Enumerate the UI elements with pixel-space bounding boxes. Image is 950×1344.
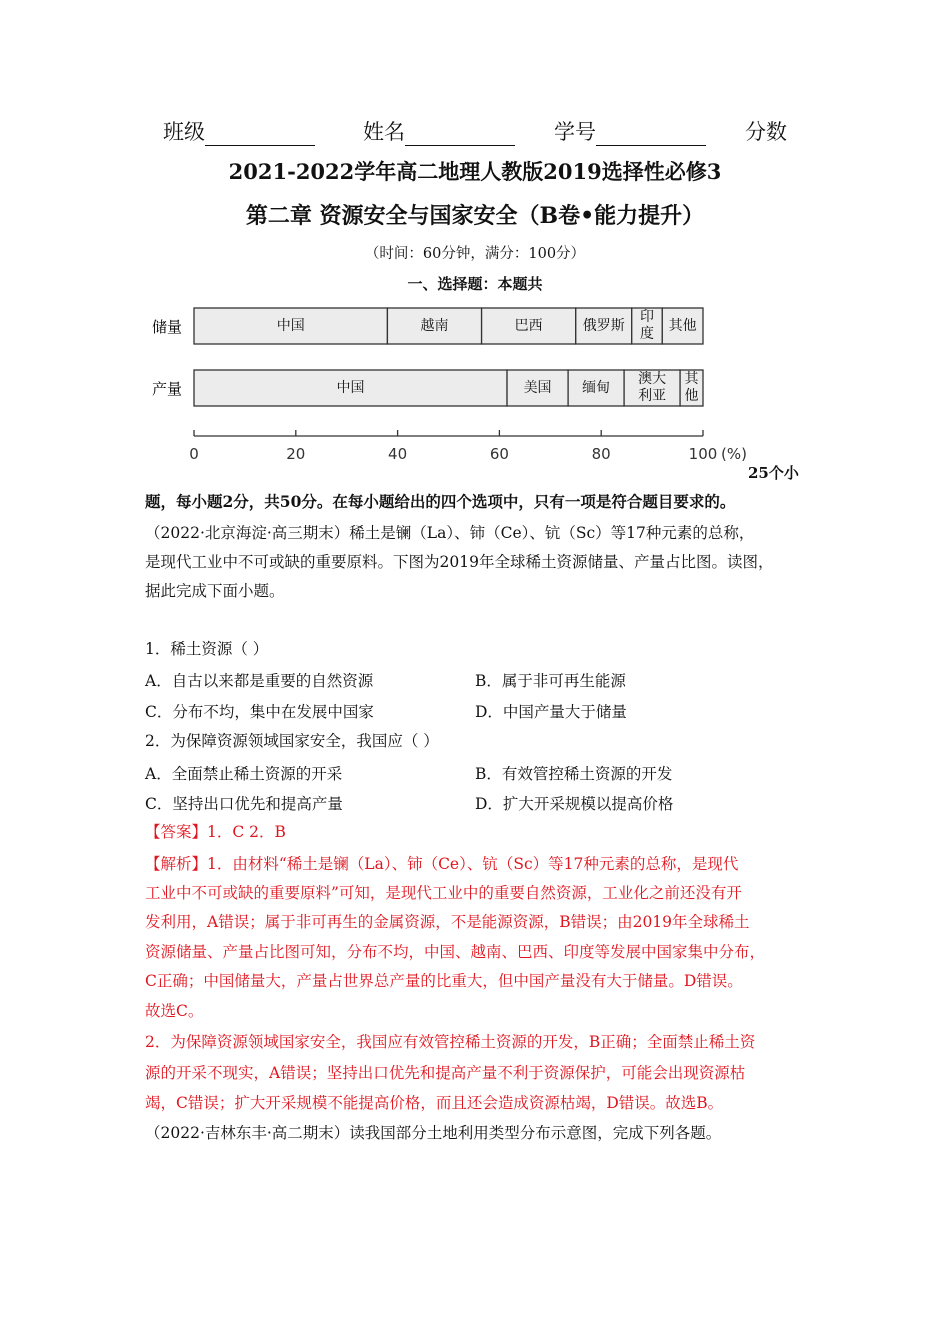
q2-option-b: B．有效管控稀土资源的开发	[475, 765, 673, 783]
rare-earth-chart	[140, 295, 780, 470]
q1-stem: 1．稀土资源（ ）	[145, 640, 269, 658]
analysis-line: 竭，C错误；扩大开采规模不能提高价格，而且还会造成资源枯竭，D错误。故选B。	[145, 1094, 724, 1112]
x-tick-label: 40	[388, 445, 408, 463]
class-field	[163, 116, 315, 146]
q1-option-b: B．属于非可再生能源	[475, 672, 626, 690]
segment-label: 其他	[684, 371, 699, 404]
name-label: 姓名	[363, 120, 405, 144]
section-line-2: 题，每小题2分，共50分。在每小题给出的四个选项中，只有一项是符合题目要求的。	[145, 492, 736, 511]
bar-segment	[576, 308, 632, 344]
q1-option-a: A．自古以来都是重要的自然资源	[145, 672, 374, 690]
name-field	[363, 116, 515, 146]
answer: 【答案】1．C 2．B	[145, 823, 286, 841]
score-label: 分数	[745, 120, 787, 144]
segment-label: 其他	[668, 317, 697, 334]
section-heading-tail: 25个小	[748, 464, 799, 482]
bar-segment	[194, 308, 387, 344]
x-axis-unit: (%)	[721, 445, 747, 463]
analysis-line: 【解析】1．由材料“稀土是镧（La）、铈（Ce）、钪（Sc）等17种元素的总称，是现代	[145, 855, 739, 873]
q2-stem: 2．为保障资源领域国家安全，我国应（ ）	[145, 732, 439, 750]
id-label: 学号	[554, 120, 596, 144]
class-label: 班级	[163, 120, 205, 144]
bar-segment	[507, 370, 568, 406]
q2-option-d: D．扩大开采规模以提高价格	[475, 795, 674, 813]
id-blank	[596, 125, 706, 146]
segment-label: 澳大利亚	[638, 371, 667, 404]
segment-label: 美国	[523, 379, 552, 396]
segment-label: 中国	[276, 317, 305, 334]
segment-label: 中国	[336, 379, 365, 396]
analysis-line: C正确；中国储量大，产量占世界总产量的比重大，但中国产量没有大于储量。D错误。	[145, 972, 743, 990]
intro-line: （2022·北京海淀·高三期末）稀土是镧（La）、铈（Ce）、钪（Sc）等17种元素的总称，	[145, 524, 755, 542]
analysis-line: 发利用，A错误；属于非可再生的金属资源，不是能源资源，B错误；由2019年全球稀土	[145, 913, 750, 931]
intro-line: 据此完成下面小题。	[145, 582, 285, 600]
x-tick-label: 0	[189, 445, 199, 463]
bar-segment	[194, 370, 507, 406]
x-tick-label: 60	[489, 445, 509, 463]
q2-option-c: C．坚持出口优先和提高产量	[145, 795, 343, 813]
class-blank	[205, 125, 315, 146]
next-intro: （2022·吉林东丰·高二期末）读我国部分土地利用类型分布示意图，完成下列各题。	[145, 1124, 722, 1142]
time-info: （时间：60分钟，满分：100分）	[364, 246, 586, 262]
x-tick-label: 20	[286, 445, 306, 463]
segment-label: 巴西	[514, 317, 543, 334]
q1-option-d: D．中国产量大于储量	[475, 703, 627, 721]
q1-option-c: C．分布不均，集中在发展中国家	[145, 703, 374, 721]
bar-segment	[632, 308, 663, 344]
title-line-1: 2021-2022学年高二地理人教版2019选择性必修3	[228, 159, 722, 184]
title-line-2: 第二章 资源安全与国家安全（B卷•能力提升）	[245, 203, 705, 229]
q2-option-a: A．全面禁止稀土资源的开采	[145, 765, 343, 783]
name-blank	[405, 125, 515, 146]
series-label: 产量	[152, 380, 183, 398]
analysis-line: 故选C。	[145, 1002, 204, 1020]
bar-segment	[662, 308, 703, 344]
bar-segment	[624, 370, 680, 406]
series-label: 储量	[152, 318, 183, 336]
analysis-line: 2．为保障资源领域国家安全，我国应有效管控稀土资源的开发，B正确；全面禁止稀土资	[145, 1033, 756, 1051]
id-field	[554, 116, 706, 146]
analysis-line: 源的开采不现实，A错误；坚持出口优先和提高产量不利于资源保护，可能会出现资源枯	[145, 1064, 746, 1082]
bar-segment	[482, 308, 576, 344]
bar-segment	[680, 370, 703, 406]
bar-segment	[568, 370, 624, 406]
x-tick-label: 100	[688, 445, 718, 463]
segment-label: 越南	[420, 317, 449, 334]
x-tick-label: 80	[591, 445, 611, 463]
bar-segment	[387, 308, 481, 344]
segment-label: 印度	[640, 309, 654, 342]
section-heading: 一、选择题：本题共	[407, 275, 543, 293]
segment-label: 俄罗斯	[582, 317, 625, 334]
segment-label: 缅甸	[582, 379, 611, 396]
analysis-line: 资源储量、产量占比图可知，分布不均，中国、越南、巴西、印度等发展中国家集中分布，	[145, 943, 766, 961]
intro-line: 是现代工业中不可或缺的重要原料。下图为2019年全球稀土资源储量、产量占比图。读图，	[145, 553, 774, 571]
analysis-line: 工业中不可或缺的重要原料”可知，是现代工业中的重要自然资源，工业化之前还没有开	[145, 884, 742, 902]
